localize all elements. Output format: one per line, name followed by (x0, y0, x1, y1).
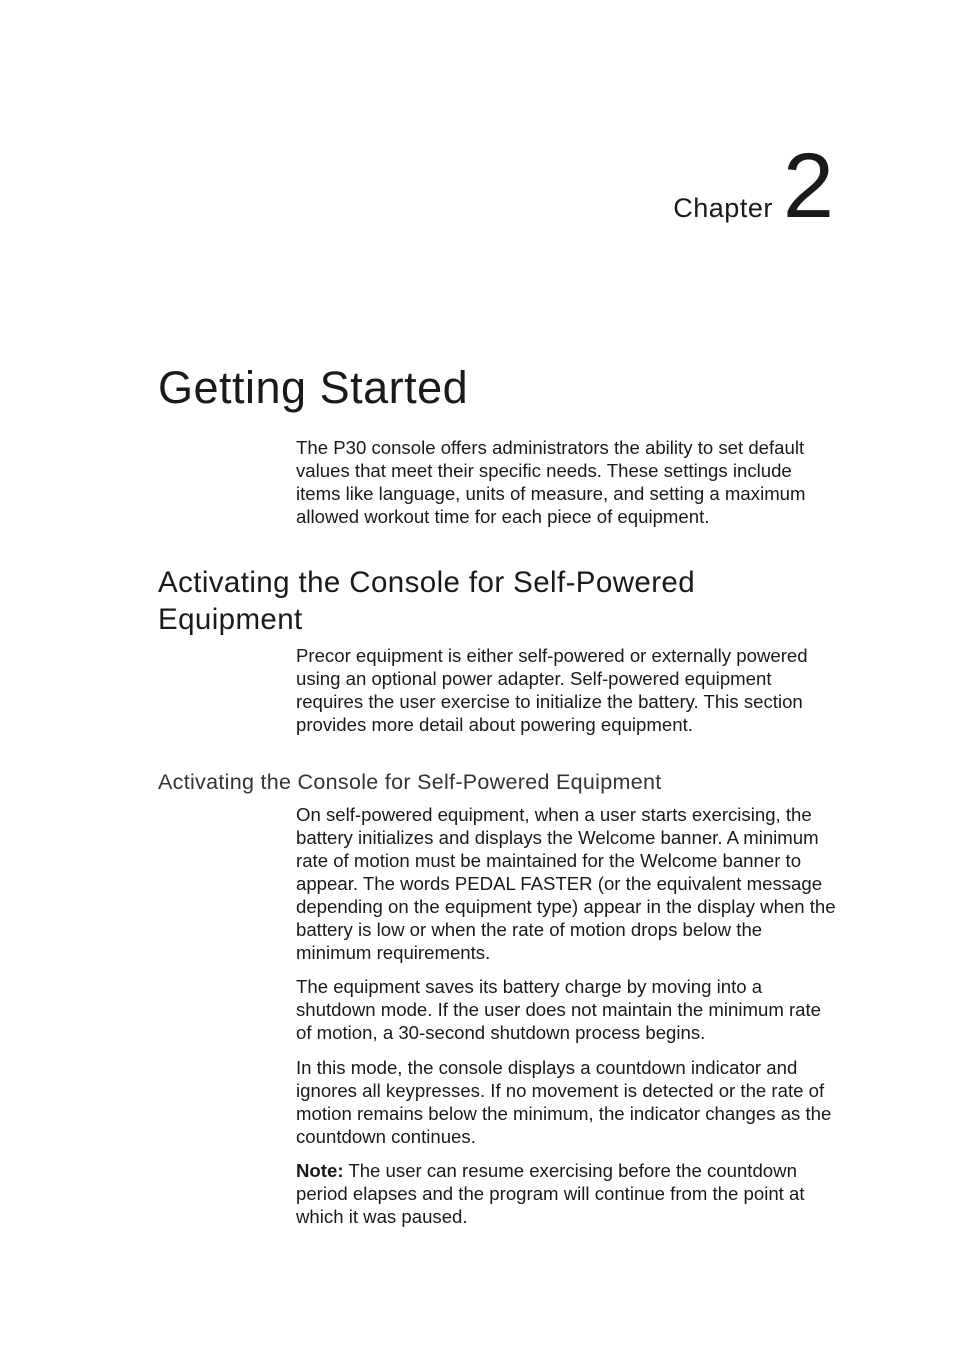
chapter-label: Chapter (673, 193, 773, 223)
intro-paragraph: The P30 console offers administrators the ability to set default values that meet their specific needs. These settings include items like language, units of measure, and setting a maximum allowed workout time for each piece of equipment. (296, 437, 806, 527)
note-text: The user can resume exercising before the countdown period elapses and the program will continue from the point at which it was paused. (296, 1160, 805, 1227)
chapter-marker (673, 135, 834, 237)
note-label: Note: (296, 1160, 344, 1181)
page-title: Getting Started (158, 362, 469, 413)
subsection-paragraph-2: The equipment saves its battery charge by moving into a shutdown mode. If the user does not maintain the minimum rate of motion, a 30-second shutdown process begins. (296, 976, 822, 1043)
note-paragraph (296, 1159, 841, 1228)
chapter-number: 2 (782, 135, 834, 237)
section-paragraph: Precor equipment is either self-powered or externally powered using an optional power adapter. Self-powered equipment requires the user exercise to initialize the battery. This section provides more detail about powering equipment. (296, 645, 808, 735)
section-heading: Activating the Console for Self-Powered Equipment (158, 566, 696, 636)
subsection-paragraph-1: On self-powered equipment, when a user starts exercising, the battery initializes and displays the Welcome banner. A minimum rate of motion must be maintained for the Welcome banner to appear. The words PEDAL FASTER (or the equivalent message depending on the equipment type) appear in the display when the battery is low or when the rate of motion drops below the minimum requirements. (296, 804, 836, 963)
subsection-paragraph-3: In this mode, the console displays a countdown indicator and ignores all keypresses. If no movement is detected or the rate of motion remains below the minimum, the indicator changes as the countdown continues. (296, 1057, 832, 1147)
subsection-heading: Activating the Console for Self-Powered Equipment (158, 770, 662, 794)
